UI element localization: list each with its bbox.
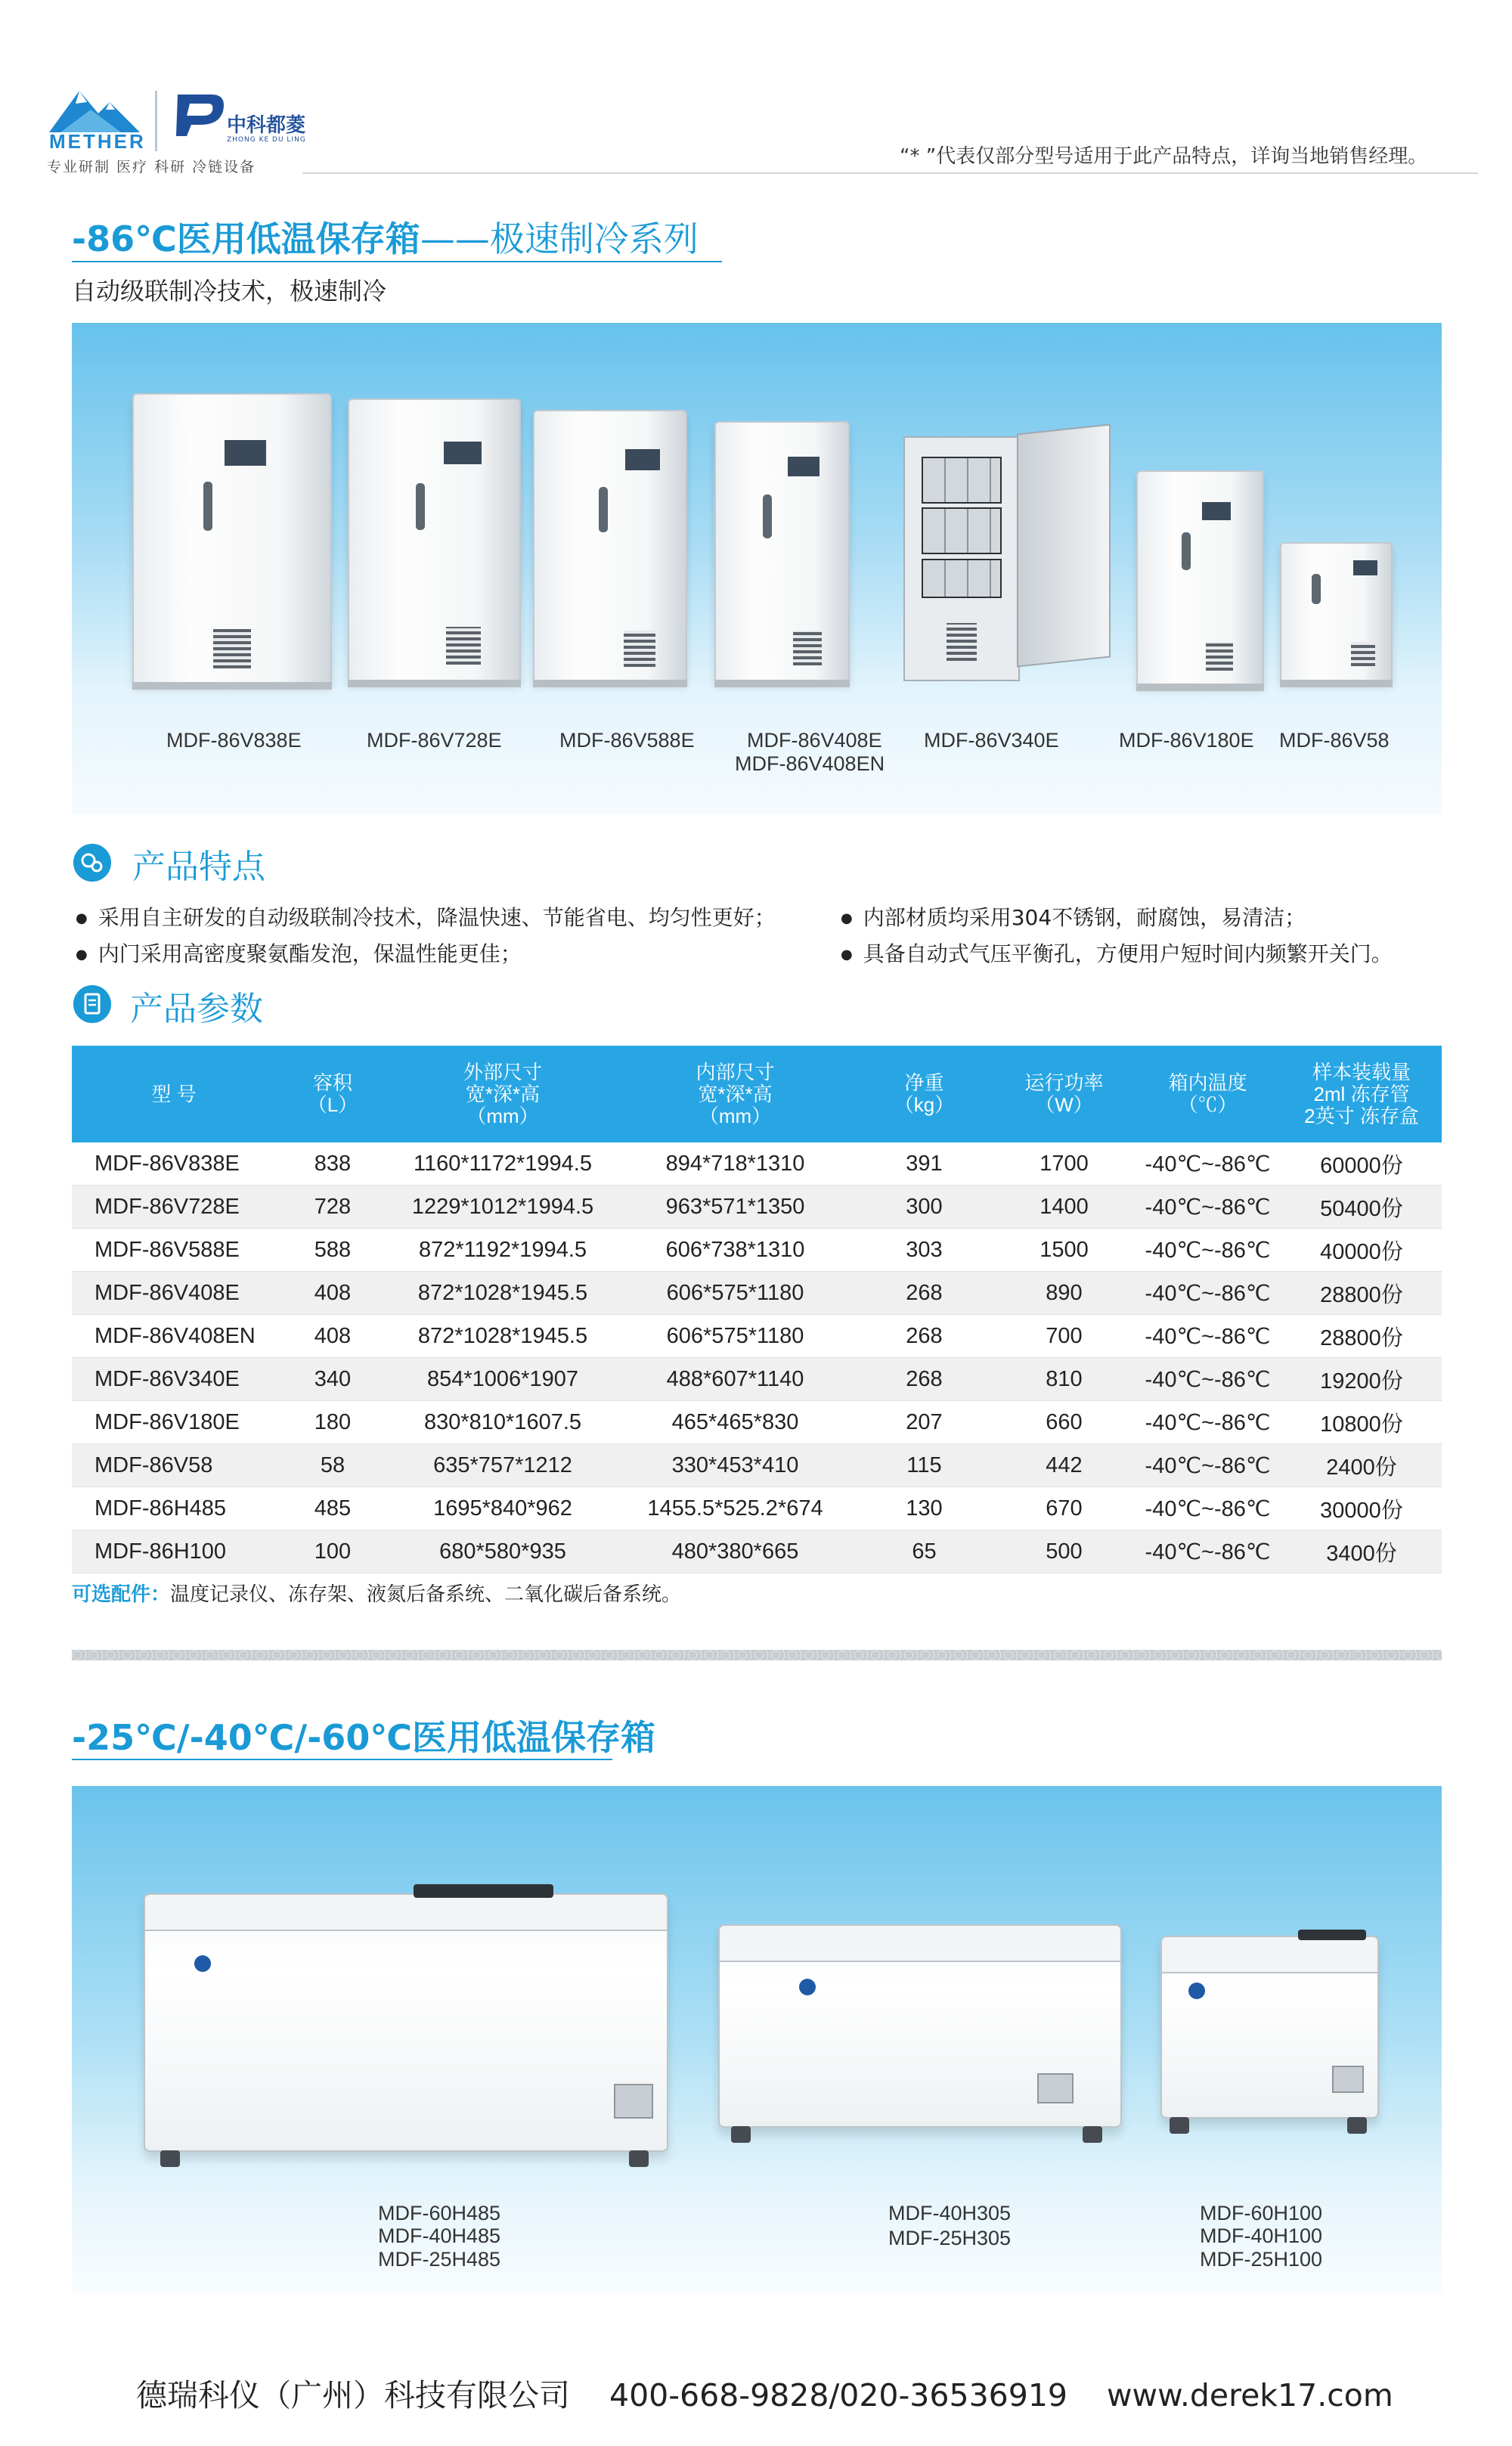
model-label-86V588E: MDF-86V588E bbox=[559, 729, 695, 752]
table-cell: 2400份 bbox=[1281, 1444, 1442, 1487]
table-cell: -40℃~-86℃ bbox=[1134, 1487, 1281, 1530]
table-cell: 872*1028*1945.5 bbox=[389, 1272, 616, 1315]
chest-freezer-image-H100 bbox=[1160, 1936, 1379, 2119]
accessories-note bbox=[72, 1579, 681, 1607]
freezer-open-door bbox=[1017, 423, 1111, 667]
section1-title bbox=[72, 212, 699, 262]
table-cell: -40℃~-86℃ bbox=[1134, 1401, 1281, 1444]
table-cell: 65 bbox=[854, 1530, 994, 1573]
table-cell: 28800份 bbox=[1281, 1315, 1442, 1358]
section1-title-series: ——极速制冷系列 bbox=[420, 219, 699, 259]
table-cell: 854*1006*1907 bbox=[389, 1358, 616, 1401]
model-label-H485-25: MDF-25H485 bbox=[378, 2248, 501, 2271]
table-cell: 488*607*1140 bbox=[616, 1358, 854, 1401]
brand-slogan: 专业研制 医疗 科研 冷链设备 bbox=[47, 159, 256, 175]
table-cell: 480*380*665 bbox=[616, 1530, 854, 1573]
table-cell: -40℃~-86℃ bbox=[1134, 1229, 1281, 1272]
table-cell: MDF-86V58 bbox=[72, 1444, 276, 1487]
table-row bbox=[72, 1487, 1442, 1530]
table-cell: MDF-86V340E bbox=[72, 1358, 276, 1401]
logo-divider bbox=[155, 91, 157, 151]
table-cell: 408 bbox=[276, 1315, 389, 1358]
model-label-86V408E: MDF-86V408E bbox=[747, 729, 882, 752]
table-cell: 207 bbox=[854, 1401, 994, 1444]
table-cell: -40℃~-86℃ bbox=[1134, 1315, 1281, 1358]
table-header-row bbox=[72, 1046, 1442, 1142]
table-cell: 268 bbox=[854, 1315, 994, 1358]
footer-company: 德瑞科仪（广州）科技有限公司 bbox=[136, 2377, 570, 2413]
table-cell: MDF-86H100 bbox=[72, 1530, 276, 1573]
model-label-86V58: MDF-86V58 bbox=[1279, 729, 1390, 752]
footer-website: www.derek17.com bbox=[1107, 2377, 1393, 2413]
table-cell: 700 bbox=[994, 1315, 1134, 1358]
table-cell: 485 bbox=[276, 1487, 389, 1530]
table-cell: 810 bbox=[994, 1358, 1134, 1401]
table-cell: MDF-86V728E bbox=[72, 1186, 276, 1229]
table-cell: 894*718*1310 bbox=[616, 1142, 854, 1186]
params-heading: 产品参数 bbox=[130, 990, 263, 1028]
table-cell: 680*580*935 bbox=[389, 1530, 616, 1573]
table-cell: 1160*1172*1994.5 bbox=[389, 1142, 616, 1186]
table-row bbox=[72, 1444, 1442, 1487]
table-cell: 500 bbox=[994, 1530, 1134, 1573]
table-cell: 340 bbox=[276, 1358, 389, 1401]
table-cell: 130 bbox=[854, 1487, 994, 1530]
params-table bbox=[72, 1046, 1442, 1573]
partner-name-en: ZHONG KE DU LING bbox=[227, 136, 306, 144]
table-cell: -40℃~-86℃ bbox=[1134, 1444, 1281, 1487]
accessories-label: 可选配件： bbox=[72, 1583, 171, 1606]
table-cell: 268 bbox=[854, 1272, 994, 1315]
table-cell: MDF-86V408E bbox=[72, 1272, 276, 1315]
table-cell: 890 bbox=[994, 1272, 1134, 1315]
table-row bbox=[72, 1272, 1442, 1315]
section2-title: -25℃/-40℃/-60℃医用低温保存箱 bbox=[72, 1717, 656, 1758]
table-cell: 330*453*410 bbox=[616, 1444, 854, 1487]
table-cell: 660 bbox=[994, 1401, 1134, 1444]
freezer-image-86V340E bbox=[903, 436, 1020, 681]
table-cell: 442 bbox=[994, 1444, 1134, 1487]
model-label-86V838E: MDF-86V838E bbox=[166, 729, 302, 752]
model-label-86V340E: MDF-86V340E bbox=[924, 729, 1059, 752]
table-cell: MDF-86V408EN bbox=[72, 1315, 276, 1358]
chest-freezer-image-H305 bbox=[718, 1924, 1122, 2128]
section2-underline bbox=[72, 1759, 612, 1760]
table-cell: 180 bbox=[276, 1401, 389, 1444]
table-cell: 10800份 bbox=[1281, 1401, 1442, 1444]
freezer-image-86V588E bbox=[533, 410, 687, 681]
col-header-capacity: 样本装载量 2ml 冻存管 2英寸 冻存盒 bbox=[1281, 1046, 1442, 1142]
table-cell: 1229*1012*1994.5 bbox=[389, 1186, 616, 1229]
table-cell: 588 bbox=[276, 1229, 389, 1272]
col-header-power: 运行功率 （W） bbox=[994, 1046, 1134, 1142]
col-header-temp: 箱内温度 （℃） bbox=[1134, 1046, 1281, 1142]
table-row bbox=[72, 1358, 1442, 1401]
table-cell: 1455.5*525.2*674 bbox=[616, 1487, 854, 1530]
table-cell: 300 bbox=[854, 1186, 994, 1229]
feature-item: ● 具备自动式气压平衡孔，方便用户短时间内频繁开关门。 bbox=[841, 938, 1393, 968]
table-row bbox=[72, 1142, 1442, 1186]
freezer-image-86V180E bbox=[1136, 470, 1264, 685]
accessories-text: 温度记录仪、冻存架、液氮后备系统、二氧化碳后备系统。 bbox=[170, 1583, 682, 1606]
model-label-H485-40: MDF-40H485 bbox=[378, 2224, 501, 2247]
table-cell: MDF-86V588E bbox=[72, 1229, 276, 1272]
table-cell: 963*571*1350 bbox=[616, 1186, 854, 1229]
table-cell: 60000份 bbox=[1281, 1142, 1442, 1186]
table-cell: 635*757*1212 bbox=[389, 1444, 616, 1487]
model-label-H100-60: MDF-60H100 bbox=[1200, 2202, 1323, 2224]
table-cell: MDF-86V838E bbox=[72, 1142, 276, 1186]
table-cell: 115 bbox=[854, 1444, 994, 1487]
table-cell: 30000份 bbox=[1281, 1487, 1442, 1530]
col-header-inner-size: 内部尺寸 宽*深*高 （mm） bbox=[616, 1046, 854, 1142]
table-cell: 268 bbox=[854, 1358, 994, 1401]
col-header-model: 型 号 bbox=[72, 1046, 276, 1142]
table-cell: 872*1028*1945.5 bbox=[389, 1315, 616, 1358]
table-cell: 1700 bbox=[994, 1142, 1134, 1186]
table-cell: MDF-86V180E bbox=[72, 1401, 276, 1444]
freezer-image-86V728E bbox=[348, 398, 521, 681]
lid-handle bbox=[414, 1884, 553, 1898]
features-heading: 产品特点 bbox=[132, 848, 265, 886]
footer bbox=[136, 2370, 1433, 2415]
feature-item: ● 内门采用高密度聚氨酯发泡，保温性能更佳； bbox=[76, 938, 522, 968]
model-label-H100-40: MDF-40H100 bbox=[1200, 2224, 1323, 2247]
freezer-image-86V58 bbox=[1280, 542, 1393, 681]
chest-freezer-image-H485 bbox=[144, 1893, 668, 2152]
section1-subtitle: 自动级联制冷技术，极速制冷 bbox=[72, 277, 387, 305]
table-cell: 19200份 bbox=[1281, 1358, 1442, 1401]
freezer-image-86V408E bbox=[714, 421, 850, 681]
feature-item: ● 内部材质均采用304不锈钢，耐腐蚀，易清洁； bbox=[841, 901, 1306, 932]
dotted-divider bbox=[72, 1650, 1442, 1660]
model-label-H305-40: MDF-40H305 bbox=[888, 2202, 1012, 2224]
table-cell: MDF-86H485 bbox=[72, 1487, 276, 1530]
table-cell: 58 bbox=[276, 1444, 389, 1487]
table-cell: 1400 bbox=[994, 1186, 1134, 1229]
brand-name: METHER bbox=[49, 130, 146, 153]
table-cell: 872*1192*1994.5 bbox=[389, 1229, 616, 1272]
chest-freezer-banner bbox=[72, 1786, 1442, 2293]
table-cell: 606*575*1180 bbox=[616, 1272, 854, 1315]
col-header-volume: 容积 （L） bbox=[276, 1046, 389, 1142]
gears-icon bbox=[73, 844, 111, 882]
table-cell: 28800份 bbox=[1281, 1272, 1442, 1315]
upright-freezer-banner bbox=[72, 323, 1442, 814]
table-cell: 465*465*830 bbox=[616, 1401, 854, 1444]
model-label-86V408EN: MDF-86V408EN bbox=[735, 752, 885, 775]
header-note: “* ”代表仅部分型号适用于此产品特点，详询当地销售经理。 bbox=[900, 145, 1428, 168]
table-cell: 606*575*1180 bbox=[616, 1315, 854, 1358]
table-row bbox=[72, 1530, 1442, 1573]
table-cell: 100 bbox=[276, 1530, 389, 1573]
section1-underline bbox=[72, 261, 722, 262]
table-cell: 670 bbox=[994, 1487, 1134, 1530]
table-row bbox=[72, 1315, 1442, 1358]
table-cell: -40℃~-86℃ bbox=[1134, 1358, 1281, 1401]
col-header-weight: 净重 （kg） bbox=[854, 1046, 994, 1142]
model-label-H305-25: MDF-25H305 bbox=[888, 2227, 1012, 2249]
partner-name: 中科都菱 bbox=[227, 114, 306, 137]
table-cell: -40℃~-86℃ bbox=[1134, 1142, 1281, 1186]
table-cell: -40℃~-86℃ bbox=[1134, 1272, 1281, 1315]
lid-handle bbox=[1298, 1930, 1366, 1940]
header-divider bbox=[302, 172, 1478, 174]
table-row bbox=[72, 1401, 1442, 1444]
table-cell: 1695*840*962 bbox=[389, 1487, 616, 1530]
table-cell: 728 bbox=[276, 1186, 389, 1229]
table-cell: 830*810*1607.5 bbox=[389, 1401, 616, 1444]
table-cell: 40000份 bbox=[1281, 1229, 1442, 1272]
col-header-outer-size: 外部尺寸 宽*深*高 （mm） bbox=[389, 1046, 616, 1142]
table-cell: -40℃~-86℃ bbox=[1134, 1186, 1281, 1229]
model-label-H485-60: MDF-60H485 bbox=[378, 2202, 501, 2224]
table-cell: 1500 bbox=[994, 1229, 1134, 1272]
table-row bbox=[72, 1229, 1442, 1272]
table-cell: 606*738*1310 bbox=[616, 1229, 854, 1272]
footer-phone: 400-668-9828/020-36536919 bbox=[609, 2377, 1067, 2413]
table-cell: 3400份 bbox=[1281, 1530, 1442, 1573]
table-cell: 50400份 bbox=[1281, 1186, 1442, 1229]
freezer-image-86V838E bbox=[132, 393, 332, 684]
table-cell: 838 bbox=[276, 1142, 389, 1186]
table-row bbox=[72, 1186, 1442, 1229]
model-label-H100-25: MDF-25H100 bbox=[1200, 2248, 1323, 2271]
table-cell: 408 bbox=[276, 1272, 389, 1315]
table-cell: 303 bbox=[854, 1229, 994, 1272]
section1-title-main: -86℃医用低温保存箱 bbox=[72, 219, 420, 259]
model-label-86V728E: MDF-86V728E bbox=[367, 729, 502, 752]
table-cell: 391 bbox=[854, 1142, 994, 1186]
model-label-86V180E: MDF-86V180E bbox=[1119, 729, 1254, 752]
table-cell: -40℃~-86℃ bbox=[1134, 1530, 1281, 1573]
document-icon bbox=[73, 985, 111, 1023]
partner-logo-icon bbox=[170, 87, 231, 140]
feature-item: ● 采用自主研发的自动级联制冷技术，降温快速、节能省电、均匀性更好； bbox=[76, 901, 776, 932]
